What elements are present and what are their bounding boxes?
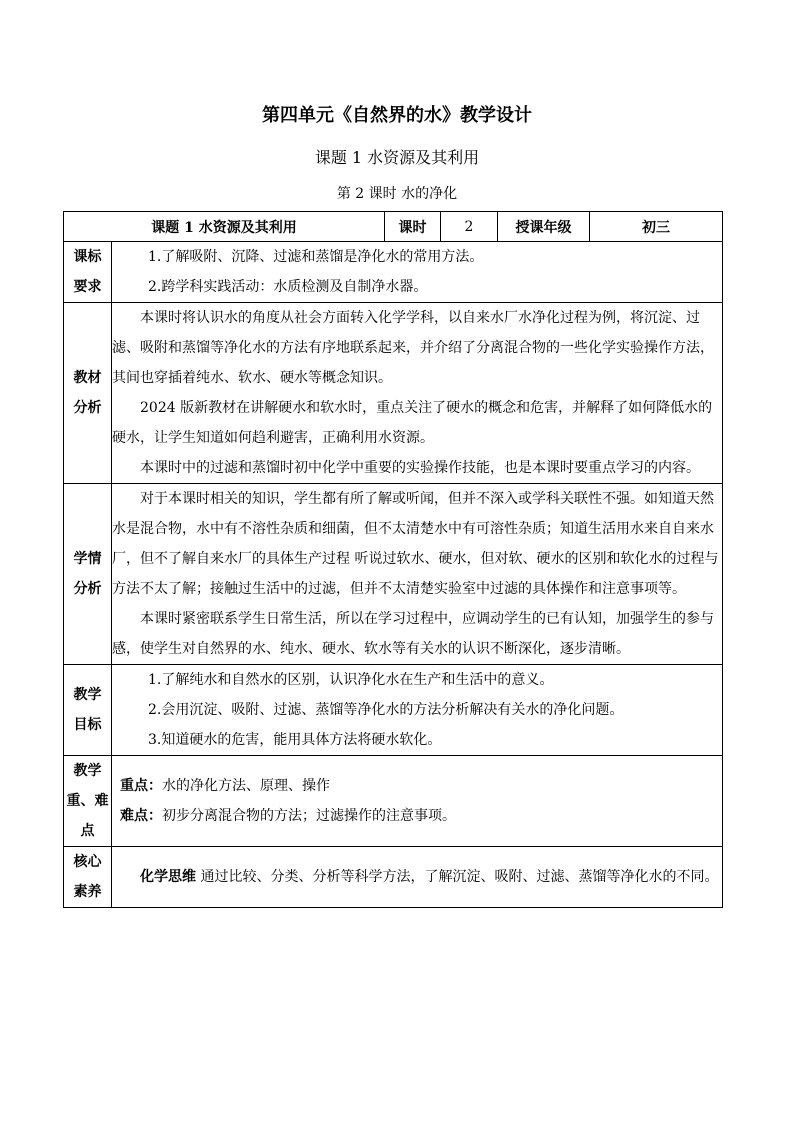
literacy-keyword: 化学思维 xyxy=(140,869,196,885)
goals-row xyxy=(64,665,723,756)
key-point-line xyxy=(112,771,722,801)
keypoints-label xyxy=(64,756,112,847)
standards-label xyxy=(64,242,112,303)
textbook-label-line: 教材 xyxy=(73,370,102,386)
students-content xyxy=(112,484,723,665)
document-subtitle: 课题 1 水资源及其利用 xyxy=(314,148,480,167)
keypoints-label-line: 重、难 xyxy=(66,793,109,809)
literacy-label xyxy=(64,847,112,908)
keypoints-row xyxy=(64,756,723,847)
document-title: 第四单元《自然界的水》教学设计 xyxy=(262,105,532,126)
textbook-label-line: 分析 xyxy=(73,400,102,416)
standards-item: 2.跨学科实践活动：水质检测及自制净水器。 xyxy=(148,279,428,295)
textbook-paragraph: 2024 版新教材在讲解硬水和软水时，重点关注了硬水的概念和危害，并解释了如何降低水的硬水，让学生知道如何趋利避害，正确利用水资源。 xyxy=(112,400,713,446)
goals-label xyxy=(64,665,112,756)
literacy-paragraph xyxy=(112,862,722,892)
students-paragraph: 本课时紧密联系学生日常生活，所以在学习过程中，应调动学生的已有认知，加强学生的参与感，使学生对自然界的水、纯水、硬水、软水等有关水的认识不断深化，逐步清晰。 xyxy=(112,611,714,657)
textbook-paragraph: 本课时中的过滤和蒸馏时初中化学中重要的实验操作技能，也是本课时要重点学习的内容。 xyxy=(140,460,700,476)
period-value: 2 xyxy=(441,212,498,242)
key-point-label: 重点： xyxy=(120,778,162,794)
textbook-paragraph: 本课时将认识水的角度从社会方面转入化学学科，以自来水厂水净化过程为例，将沉淀、过滤、吸附和蒸馏等净化水的方法有序地联系起来，并介绍了分离混合物的一些化学实验操作方法，其间也穿插着纯水、软水、硬水等概念知识。 xyxy=(112,310,714,386)
hard-point-text: 初步分离混合物的方法；过滤操作的注意事项。 xyxy=(162,808,456,824)
literacy-content xyxy=(112,847,723,908)
literacy-label-line: 素养 xyxy=(73,884,102,900)
standards-row xyxy=(64,242,723,303)
literacy-text: 通过比较、分类、分析等科学方法，了解沉淀、吸附、过滤、蒸馏等净化水的不同。 xyxy=(196,869,719,885)
students-row xyxy=(64,484,723,665)
goals-content xyxy=(112,665,723,756)
header-row xyxy=(64,212,723,242)
textbook-row xyxy=(64,303,723,484)
goals-label-line: 教学 xyxy=(73,687,102,703)
keypoints-content xyxy=(112,756,723,847)
standards-content xyxy=(112,242,723,303)
period-label: 课时 xyxy=(385,212,441,242)
textbook-label xyxy=(64,303,112,484)
keypoints-label-line: 教学 xyxy=(73,763,102,779)
hard-point-line xyxy=(112,801,722,831)
topic-cell: 课题 1 水资源及其利用 xyxy=(64,212,385,242)
textbook-content xyxy=(112,303,723,484)
grade-label: 授课年级 xyxy=(498,212,590,242)
hard-point-label: 难点： xyxy=(120,808,162,824)
goals-label-line: 目标 xyxy=(73,717,102,733)
grade-value: 初三 xyxy=(590,212,723,242)
standards-label-line: 课标 xyxy=(73,249,102,265)
goals-item: 3.知道硬水的危害，能用具体方法将硬水软化。 xyxy=(148,732,442,748)
standards-item: 1.了解吸附、沉降、过滤和蒸馏是净化水的常用方法。 xyxy=(148,249,484,265)
students-label xyxy=(64,484,112,665)
keypoints-label-line: 点 xyxy=(80,823,95,839)
key-point-text: 水的净化方法、原理、操作 xyxy=(162,778,330,794)
students-label-line: 学情 xyxy=(73,551,102,567)
students-paragraph: 对于本课时相关的知识，学生都有所了解或听闻，但并不深入或学科关联性不强。如知道天然水是混合物，水中有不溶性杂质和细菌，但不太清楚水中有可溶性杂质；知道生活用水来自自来水厂，但不了解自来水厂的具体生产过程 听说过软水、硬水，但对软、硬水的区别和软化水的过程与方法不太了解；接触过生活中的过滤，但并不太清楚实验室中过滤的具体操作和注意事项等。 xyxy=(112,491,719,597)
literacy-row xyxy=(64,847,723,908)
lesson-design-table xyxy=(63,211,723,908)
students-label-line: 分析 xyxy=(73,581,102,597)
literacy-label-line: 核心 xyxy=(73,854,102,870)
standards-label-line: 要求 xyxy=(73,279,102,295)
lesson-title: 第 2 课时 水的净化 xyxy=(336,186,458,202)
goals-item: 2.会用沉淀、吸附、过滤、蒸馏等净化水的方法分析解决有关水的净化问题。 xyxy=(148,702,624,718)
goals-item: 1.了解纯水和自然水的区别，认识净化水在生产和生活中的意义。 xyxy=(148,672,554,688)
